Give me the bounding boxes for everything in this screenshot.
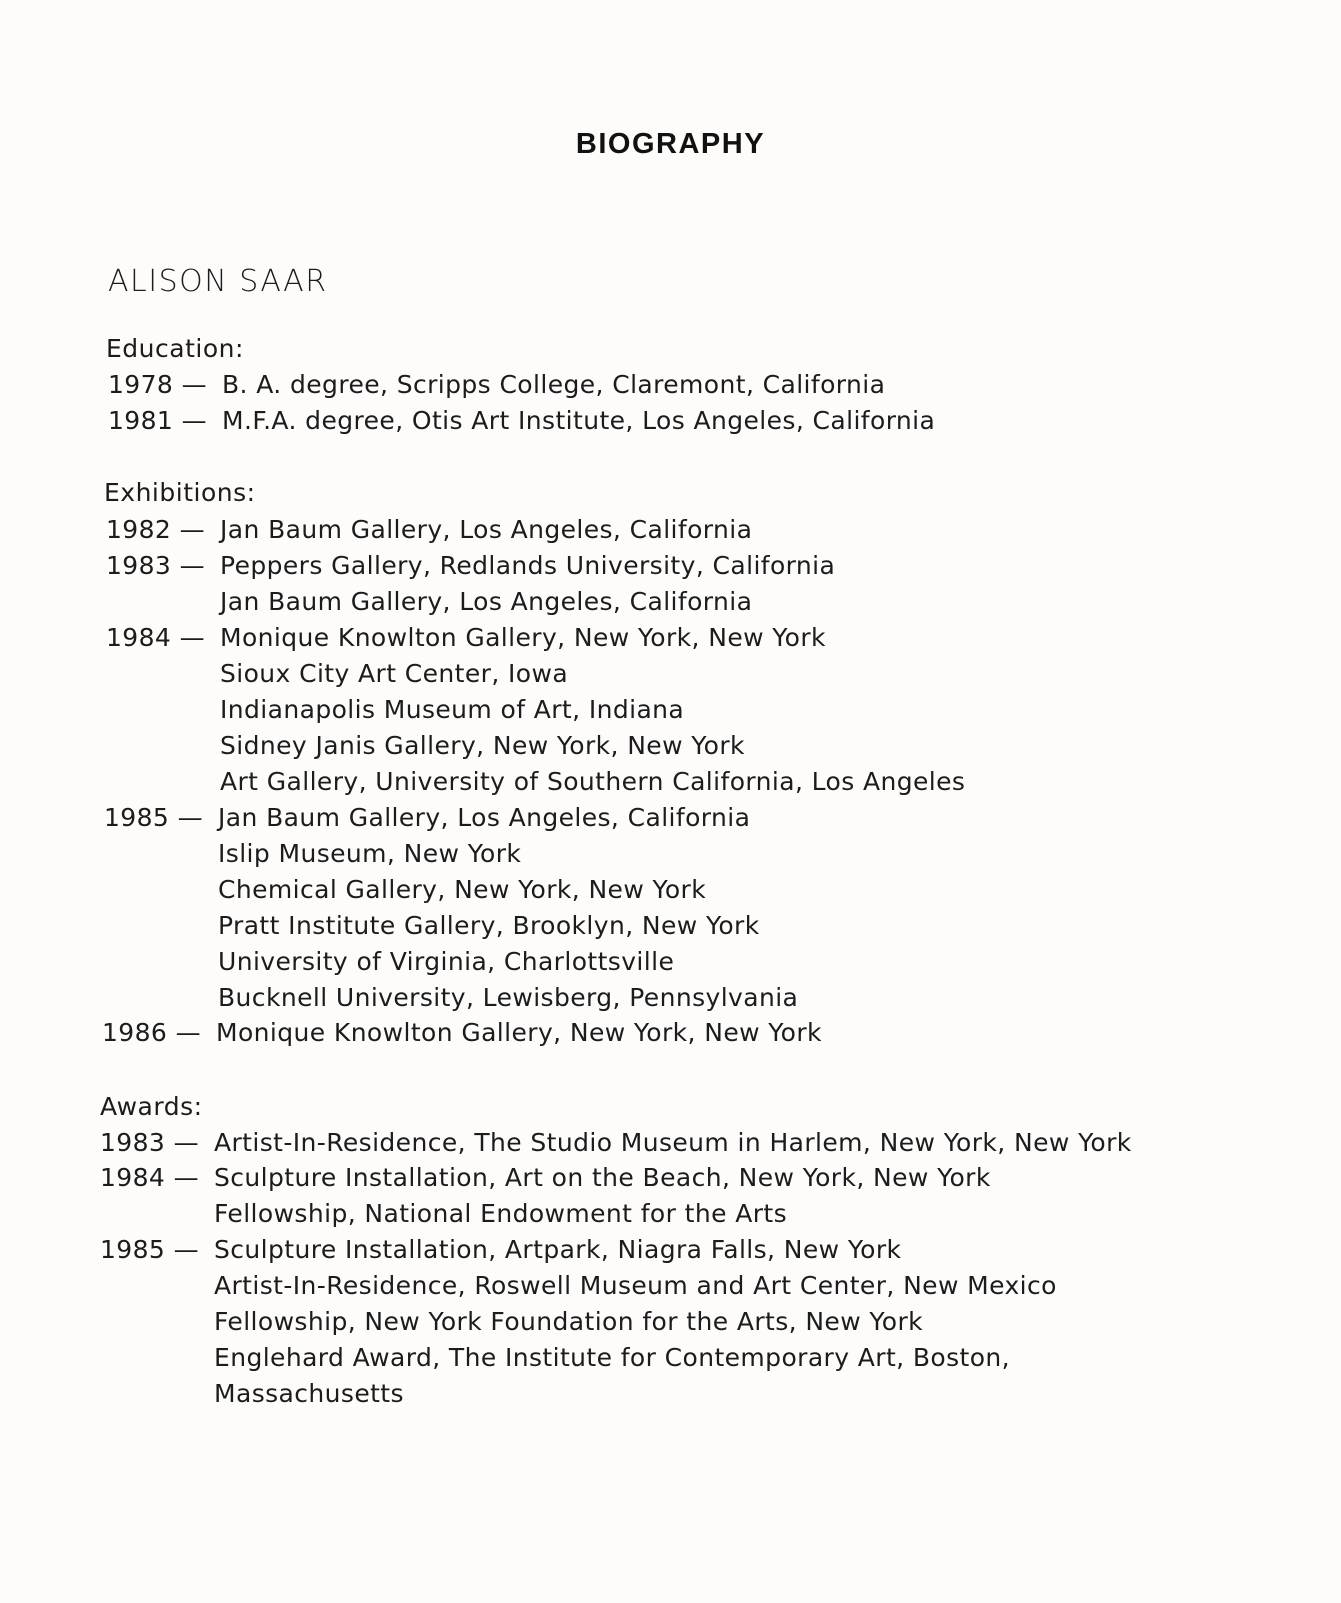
entry-year: 1983 —	[106, 551, 205, 580]
entry-line: Monique Knowlton Gallery, New York, New York	[220, 623, 826, 652]
entry-year: 1978 —	[108, 370, 207, 399]
entry-line: Massachusetts	[214, 1379, 404, 1408]
entry-line: Artist-In-Residence, Roswell Museum and Art Center, New Mexico	[214, 1271, 1057, 1300]
entry-line: Jan Baum Gallery, Los Angeles, California	[218, 803, 751, 832]
entry-line: Artist-In-Residence, The Studio Museum in Harlem, New York, New York	[214, 1128, 1132, 1157]
exhibitions-label: Exhibitions:	[104, 478, 256, 507]
entry-year: 1984 —	[100, 1163, 199, 1192]
entry-year: 1984 —	[106, 623, 205, 652]
entry-line: Sidney Janis Gallery, New York, New York	[220, 731, 745, 760]
entry-line: B. A. degree, Scripps College, Claremont, California	[222, 370, 886, 399]
entry-line: Fellowship, National Endowment for the Arts	[214, 1199, 788, 1228]
artist-name: ALISON SAAR	[108, 264, 328, 299]
entry-line: Monique Knowlton Gallery, New York, New York	[216, 1018, 822, 1047]
entry-line: Pratt Institute Gallery, Brooklyn, New York	[218, 911, 760, 940]
entry-line: Sculpture Installation, Artpark, Niagra Falls, New York	[214, 1235, 902, 1264]
entry-line: Art Gallery, University of Southern California, Los Angeles	[220, 767, 966, 796]
entry-line: Sculpture Installation, Art on the Beach, New York, New York	[214, 1163, 991, 1192]
entry-line: Sioux City Art Center, Iowa	[220, 659, 569, 688]
entry-year: 1985 —	[100, 1235, 199, 1264]
entry-year: 1986 —	[102, 1018, 201, 1047]
page-title: BIOGRAPHY	[575, 128, 766, 160]
entry-line: Fellowship, New York Foundation for the Arts, New York	[214, 1307, 924, 1336]
entry-line: Chemical Gallery, New York, New York	[218, 875, 707, 904]
entry-year: 1982 —	[106, 515, 205, 544]
entry-line: M.F.A. degree, Otis Art Institute, Los Angeles, California	[222, 406, 936, 435]
entry-year: 1985 —	[104, 803, 203, 832]
entry-year: 1981 —	[108, 406, 207, 435]
entry-line: Jan Baum Gallery, Los Angeles, California	[220, 515, 753, 544]
entry-line: Bucknell University, Lewisberg, Pennsylvania	[218, 983, 799, 1012]
entry-line: Jan Baum Gallery, Los Angeles, California	[220, 587, 753, 616]
awards-label: Awards:	[100, 1092, 203, 1121]
entry-line: Englehard Award, The Institute for Contemporary Art, Boston,	[214, 1343, 1010, 1372]
education-label: Education:	[106, 334, 244, 363]
entry-line: Peppers Gallery, Redlands University, California	[220, 551, 836, 580]
entry-line: Islip Museum, New York	[218, 839, 522, 868]
entry-line: Indianapolis Museum of Art, Indiana	[220, 695, 685, 724]
entry-year: 1983 —	[100, 1128, 199, 1157]
entry-line: University of Virginia, Charlottsville	[218, 947, 675, 976]
